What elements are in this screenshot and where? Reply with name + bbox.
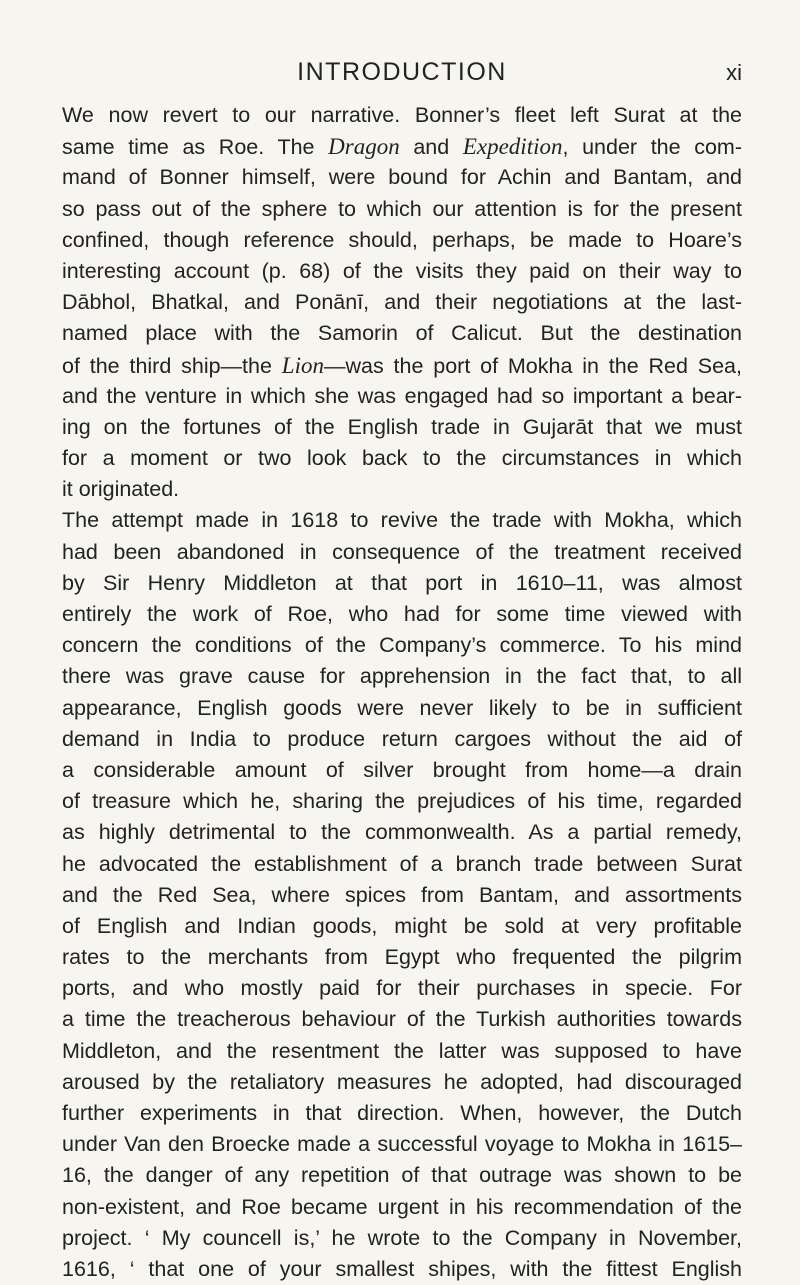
text-line: [62, 568, 742, 599]
text-line: [62, 1067, 742, 1098]
text-run: , under the com-: [562, 135, 743, 160]
text-run: a time the treacherous behaviour of the Turkish authorities towards: [62, 1007, 742, 1032]
text-run: for a moment or two look back to the circumstances in which: [62, 446, 742, 471]
text-run: —was the port of Mokha in the Red Sea,: [323, 353, 742, 378]
text-run: as highly detrimental to the commonwealth. As a partial remedy,: [62, 820, 742, 845]
text-run: and: [399, 135, 463, 160]
text-line: [62, 287, 742, 318]
text-run: there was grave cause for apprehension in the fact that, to all: [62, 664, 742, 689]
ship-name: Expedition: [462, 134, 563, 160]
text-line: [62, 1129, 742, 1160]
text-run: and the Red Sea, where spices from Bantam, and assortments: [62, 882, 742, 907]
text-line: [62, 973, 742, 1004]
text-run: so pass out of the sphere to which our attention is for the present: [62, 196, 742, 221]
text-line: [62, 1098, 742, 1129]
text-run: by Sir Henry Middleton at that port in 1610–11, was almost: [62, 570, 742, 595]
text-line: [62, 817, 742, 848]
text-line: [62, 350, 742, 381]
text-line: [62, 474, 742, 505]
text-line: [62, 381, 742, 412]
text-run: had been abandoned in consequence of the treatment received: [62, 539, 742, 564]
running-head: [62, 58, 742, 88]
ship-name: Dragon: [328, 134, 400, 160]
text-line: [62, 505, 742, 536]
text-line: [62, 942, 742, 973]
text-line: [62, 693, 742, 724]
text-run: appearance, English goods were never likely to be in sufficient: [62, 695, 742, 720]
text-line: [62, 194, 742, 225]
text-run: and the venture in which she was engaged had so important a bear-: [62, 383, 742, 408]
text-line: [62, 880, 742, 911]
text-line: [62, 911, 742, 942]
text-line: [62, 755, 742, 786]
text-line: [62, 1223, 742, 1254]
text-line: [62, 443, 742, 474]
text-run: further experiments in that direction. When, however, the Dutch: [62, 1101, 742, 1125]
text-run: interesting account (p. 68) of the visits they paid on their way to: [62, 258, 742, 283]
text-run: it originated.: [62, 477, 180, 502]
text-line: [62, 630, 742, 661]
text-line: [62, 1192, 742, 1223]
text-line: [62, 599, 742, 630]
text-line: [62, 225, 742, 256]
text-line: [62, 661, 742, 692]
text-line: [62, 537, 742, 568]
text-run: Dābhol, Bhatkal, and Ponānī, and their negotiations at the last-: [62, 290, 742, 315]
text-run: a considerable amount of silver brought from home—a drain: [62, 757, 742, 782]
text-run: same time as Roe. The: [62, 135, 329, 160]
text-run: demand in India to produce return cargoes without the aid of: [62, 726, 742, 751]
text-line: [62, 412, 742, 443]
text-run: rates to the merchants from Egypt who frequented the pilgrim: [62, 945, 742, 970]
text-run: We now revert to our narrative. Bonner’s fleet left Surat at the: [62, 103, 742, 127]
text-run: 1616, ‘ that one of your smallest shipes, with the fittest English: [62, 1256, 742, 1281]
text-run: project. ‘ My councell is,’ he wrote to the Company in November,: [62, 1225, 742, 1250]
text-line: [62, 786, 742, 817]
text-run: named place with the Samorin of Calicut. But the destination: [62, 321, 742, 346]
text-line: [62, 1160, 742, 1191]
text-run: under Van den Broecke made a successful voyage to Mokha in 1615–: [62, 1132, 742, 1157]
text-line: [62, 131, 742, 162]
page-title: INTRODUCTION: [297, 58, 507, 86]
text-run: 16, the danger of any repetition of that outrage was shown to be: [62, 1163, 742, 1188]
text-run: confined, though reference should, perhaps, be made to Hoare’s: [62, 227, 742, 252]
text-line: [62, 318, 742, 349]
text-line: [62, 724, 742, 755]
text-line: [62, 1254, 742, 1285]
page-number: xi: [726, 60, 742, 85]
text-run: of treasure which he, sharing the prejudices of his time, regarded: [62, 789, 742, 814]
text-line: [62, 1036, 742, 1067]
text-line: [62, 256, 742, 287]
body-text: [62, 100, 742, 1285]
text-run: of the third ship—the: [62, 353, 282, 378]
text-line: [62, 1004, 742, 1035]
text-run: ports, and who mostly paid for their purchases in specie. For: [62, 976, 742, 1001]
text-run: The attempt made in 1618 to revive the trade with Mokha, which: [62, 508, 742, 533]
text-run: Middleton, and the resentment the latter was supposed to have: [62, 1038, 742, 1063]
text-run: concern the conditions of the Company’s commerce. To his mind: [62, 633, 742, 658]
text-run: aroused by the retaliatory measures he adopted, had discouraged: [62, 1069, 742, 1094]
text-run: non-existent, and Roe became urgent in his recommendation of the: [62, 1194, 742, 1219]
text-line: [62, 849, 742, 880]
text-run: of English and Indian goods, might be sold at very profitable: [62, 913, 742, 938]
text-run: mand of Bonner himself, were bound for Achin and Bantam, and: [62, 165, 742, 190]
text-run: ing on the fortunes of the English trade in Gujarāt that we must: [62, 414, 742, 439]
text-line: [62, 162, 742, 193]
text-run: he advocated the establishment of a branch trade between Surat: [62, 851, 742, 876]
text-line: [62, 100, 742, 131]
ship-name: Lion: [281, 352, 324, 378]
text-run: entirely the work of Roe, who had for some time viewed with: [62, 602, 742, 626]
